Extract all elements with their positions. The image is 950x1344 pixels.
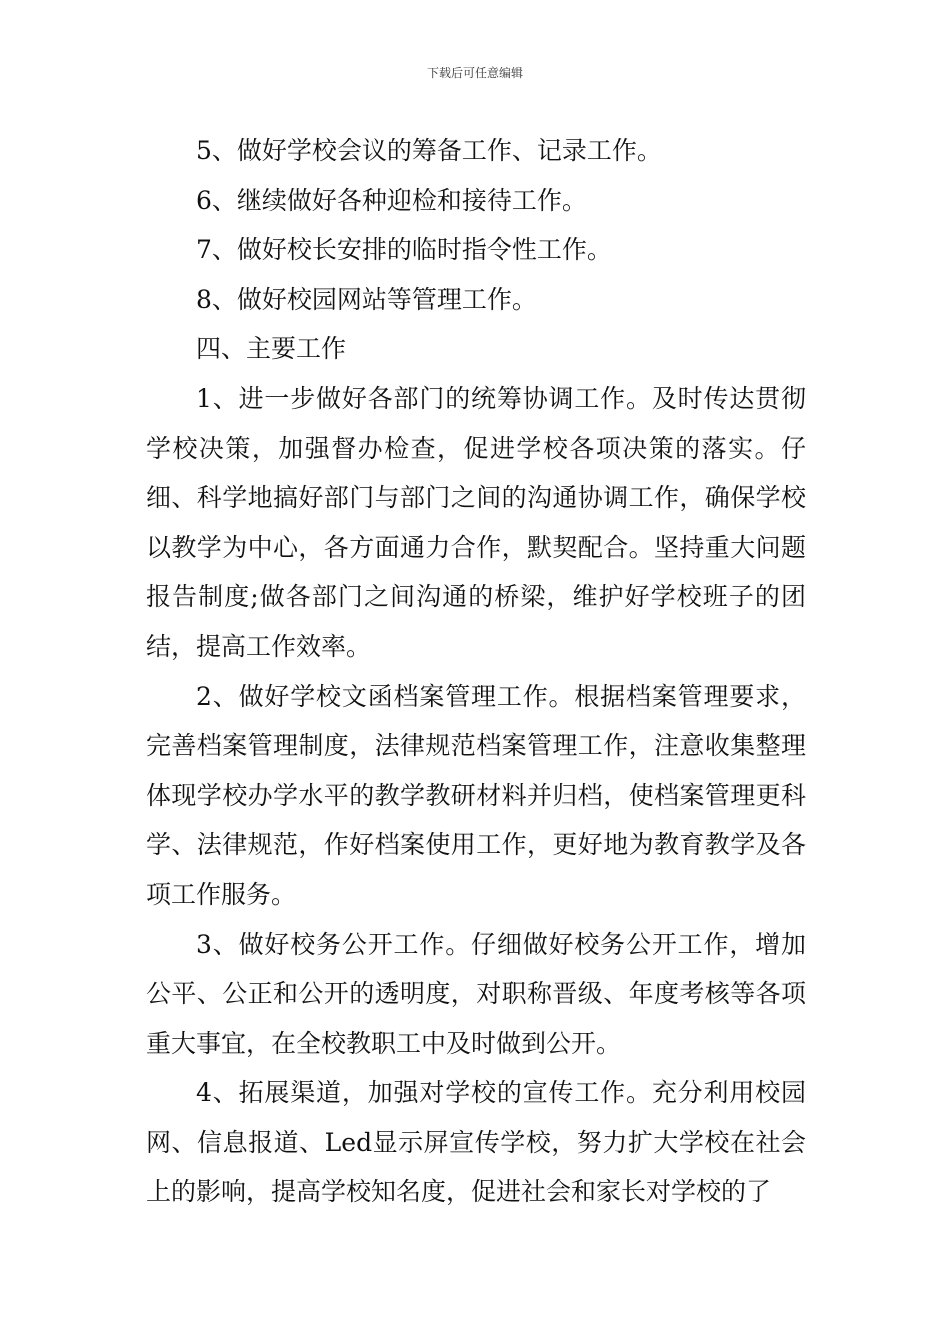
paragraph-transparency: 3、做好校务公开工作。仔细做好校务公开工作，增加公平、公正和公开的透明度，对职称晋级、年度考核等各项重大事宜，在全校教职工中及时做到公开。 — [146, 929, 806, 1058]
paragraph-item-7: 7、做好校长安排的临时指令性工作。 — [196, 235, 612, 265]
page-header: 下载后可任意编辑 — [426, 66, 523, 80]
section-heading-main-work: 四、主要工作 — [196, 334, 347, 364]
document-body — [146, 126, 806, 1217]
paragraph-coordination: 1、进一步做好各部门的统筹协调工作。及时传达贯彻学校决策，加强督办检查，促进学校各项决策的落实。仔细、科学地搞好部门与部门之间的沟通协调工作，确保学校以教学为中心，各方面通力合作，默契配合。坚持重大问题报告制度;做各部门之间沟通的桥梁，维护好学校班子的团结，提高工作效率。 — [146, 383, 806, 661]
paragraph-publicity: 4、拓展渠道，加强对学校的宣传工作。充分利用校园网、信息报道、Led显示屏宣传学校，努力扩大学校在社会上的影响，提高学校知名度，促进社会和家长对学校的了 — [146, 1078, 806, 1207]
paragraph-item-6: 6、继续做好各种迎检和接待工作。 — [196, 185, 587, 215]
paragraph-item-8: 8、做好校园网站等管理工作。 — [196, 284, 537, 314]
paragraph-archives: 2、做好学校文函档案管理工作。根据档案管理要求，完善档案管理制度，法律规范档案管理工作，注意收集整理体现学校办学水平的教学教研材料并归档，使档案管理更科学、法律规范，作好档案使用工作，更好地为教育教学及各项工作服务。 — [146, 681, 806, 909]
paragraph-item-5: 5、做好学校会议的筹备工作、记录工作。 — [196, 136, 662, 165]
